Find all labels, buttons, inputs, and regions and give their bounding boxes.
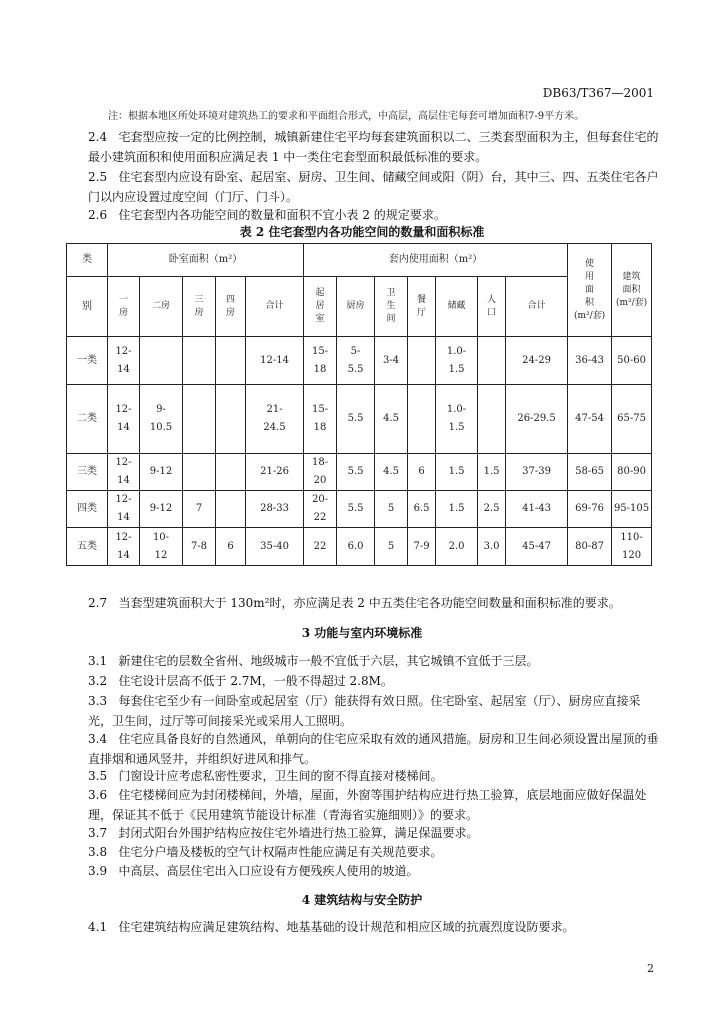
cell: 15- 18 xyxy=(304,337,337,385)
header-usable-area: 使 用 面 积 (m²/套) xyxy=(568,244,612,337)
cell: 1.5 xyxy=(436,491,478,528)
header-bedroom-group: 卧室面积（m²） xyxy=(108,244,304,277)
clause-2-6: 2.6 住宅套型内各功能空间的数量和面积不宜小表 2 的规定要求。 xyxy=(88,208,446,222)
section-4-heading: 4 建筑结构与安全防护 xyxy=(301,893,423,907)
cell xyxy=(408,385,436,454)
cell xyxy=(408,337,436,385)
cell: 12-14 xyxy=(246,337,304,385)
header-col: 餐 厅 xyxy=(408,277,436,337)
cell: 22 xyxy=(304,528,337,566)
cell: 7-9 xyxy=(408,528,436,566)
table-row xyxy=(67,337,652,385)
cell xyxy=(140,337,183,385)
section-3-heading: 3 功能与室内环境标准 xyxy=(301,626,423,640)
cell: 6 xyxy=(408,454,436,491)
cell: 95-105 xyxy=(612,491,652,528)
cell: 9-12 xyxy=(140,491,183,528)
document-code: DB63/T367—2001 xyxy=(542,86,654,100)
header-col: 二房 xyxy=(140,277,183,337)
cell: 四类 xyxy=(67,491,108,528)
cell: 36-43 xyxy=(568,337,612,385)
cell: 4.5 xyxy=(375,385,408,454)
cell: 21- 24.5 xyxy=(246,385,304,454)
cell: 5.5 xyxy=(337,454,375,491)
cell: 二类 xyxy=(67,385,108,454)
cell xyxy=(216,454,246,491)
clause-3-4: 3.4 住宅应具备良好的自然通风，单朝向的住宅应采取有效的通风措施。厨房和卫生间必须设置出屋顶的垂直排烟和通风竖井，并组织好进风和排气。 xyxy=(88,732,659,766)
page-number: 2 xyxy=(647,962,654,975)
cell: 80-87 xyxy=(568,528,612,566)
cell xyxy=(183,454,216,491)
cell: 5 xyxy=(375,491,408,528)
cell xyxy=(216,385,246,454)
cell: 3.0 xyxy=(478,528,506,566)
header-col: 合计 xyxy=(246,277,304,337)
cell: 4.5 xyxy=(375,454,408,491)
cell xyxy=(183,337,216,385)
cell: 65-75 xyxy=(612,385,652,454)
cell: 5.5 xyxy=(337,491,375,528)
cell: 12- 14 xyxy=(108,528,140,566)
cell: 10- 12 xyxy=(140,528,183,566)
cell: 37-39 xyxy=(506,454,568,491)
clause-3-3: 3.3 每套住宅至少有一间卧室或起居室（厅）能获得有效日照。住宅卧室、起居室（厅）、厨房应直接采光，卫生间，过厅等可间接采光或采用人工照明。 xyxy=(88,694,641,728)
cell: 9-12 xyxy=(140,454,183,491)
cell xyxy=(478,385,506,454)
clause-3-5: 3.5 门窗设计应考虑私密性要求，卫生间的窗不得直接对楼梯间。 xyxy=(88,769,443,783)
header-col: 一 房 xyxy=(108,277,140,337)
cell: 6 xyxy=(216,528,246,566)
table-row xyxy=(67,528,652,566)
cell: 6.5 xyxy=(408,491,436,528)
header-col: 合计 xyxy=(506,277,568,337)
cell: 1.0- 1.5 xyxy=(436,385,478,454)
cell: 12- 14 xyxy=(108,454,140,491)
cell: 41-43 xyxy=(506,491,568,528)
cell: 58-65 xyxy=(568,454,612,491)
cell: 28-33 xyxy=(246,491,304,528)
cell: 47-54 xyxy=(568,385,612,454)
header-inner-group: 套内使用面积（m²） xyxy=(304,244,568,277)
cell: 12- 14 xyxy=(108,337,140,385)
clause-3-1: 3.1 新建住宅的层数全省州、地级城市一般不宜低于六层，其它城镇不宜低于三层。 xyxy=(88,654,539,668)
clause-2-4: 2.4 宅套型应按一定的比例控制，城镇新建住宅平均每套建筑面积以二、三类套型面积为主，但每套住宅的最小建筑面积和使用面积应满足表 1 中一类住宅套型面积最低标准的要求。 xyxy=(88,130,659,164)
cell: 50-60 xyxy=(612,337,652,385)
cell: 五类 xyxy=(67,528,108,566)
cell xyxy=(183,385,216,454)
table-header-row-2 xyxy=(67,277,652,337)
clause-3-9: 3.9 中高层、高层住宅出入口应设有方便残疾人使用的坡道。 xyxy=(88,864,419,878)
header-col: 三 房 xyxy=(183,277,216,337)
cell: 12- 14 xyxy=(108,491,140,528)
cell: 1.5 xyxy=(436,454,478,491)
clause-3-8: 3.8 住宅分户墙及楼板的空气计权隔声性能应满足有关规范要求。 xyxy=(88,845,443,859)
cell: 一类 xyxy=(67,337,108,385)
clause-4-1: 4.1 住宅建筑结构应满足建筑结构、地基基础的设计规范和相应区域的抗震烈度设防要求。 xyxy=(88,920,575,934)
cell: 15- 18 xyxy=(304,385,337,454)
clause-3-2: 3.2 住宅设计层高不低于 2.7M，一般不得超过 2.8M。 xyxy=(88,674,393,688)
clause-3-7: 3.7 封闭式阳台外围护结构应按住宅外墙进行热工验算，满足保温要求。 xyxy=(88,826,479,840)
cell xyxy=(216,491,246,528)
table-header-row-1 xyxy=(67,244,652,277)
cell: 2.5 xyxy=(478,491,506,528)
cell: 5.5 xyxy=(337,385,375,454)
header-col: 储藏 xyxy=(436,277,478,337)
table-row xyxy=(67,491,652,528)
table-note: 注：根据本地区所处环境对建筑热工的要求和平面组合形式，中高层，高层住宅每套可增加面积7-9平方米。 xyxy=(108,111,585,122)
table-caption: 表 2 住宅套型内各功能空间的数量和面积标准 xyxy=(239,225,485,239)
header-col: 厨房 xyxy=(337,277,375,337)
cell: 5 xyxy=(375,528,408,566)
cell xyxy=(478,337,506,385)
cell: 12- 14 xyxy=(108,385,140,454)
header-col: 起 居 室 xyxy=(304,277,337,337)
cell: 26-29.5 xyxy=(506,385,568,454)
cell: 三类 xyxy=(67,454,108,491)
cell: 80-90 xyxy=(612,454,652,491)
cell: 2.0 xyxy=(436,528,478,566)
cell: 1.0- 1.5 xyxy=(436,337,478,385)
cell: 7-8 xyxy=(183,528,216,566)
cell: 5- 5.5 xyxy=(337,337,375,385)
cell: 9- 10.5 xyxy=(140,385,183,454)
header-building-area: 建筑 面积 (m²/套) xyxy=(612,244,652,337)
table-row xyxy=(67,385,652,454)
cell: 1.5 xyxy=(478,454,506,491)
area-standard-table xyxy=(66,243,652,566)
cell: 110-120 xyxy=(612,528,652,566)
cell: 21-26 xyxy=(246,454,304,491)
cell: 45-47 xyxy=(506,528,568,566)
cell xyxy=(216,337,246,385)
cell: 6.0 xyxy=(337,528,375,566)
clause-2-7: 2.7 当套型建筑面积大于 130m²时，亦应满足表 2 中五类住宅各功能空间数量和面积标准的要求。 xyxy=(88,596,621,610)
clause-3-6: 3.6 住宅楼梯间应为封闭楼梯间，外墙，屋面，外窗等围护结构应进行热工验算，底层地面应做好保温处理，保证其不低于《民用建筑节能设计标准（青海省实施细则）》的要求。 xyxy=(88,788,647,822)
cell: 3-4 xyxy=(375,337,408,385)
header-class-top: 类 xyxy=(67,244,108,277)
header-col: 四 房 xyxy=(216,277,246,337)
cell: 24-29 xyxy=(506,337,568,385)
header-col: 人 口 xyxy=(478,277,506,337)
cell: 7 xyxy=(183,491,216,528)
header-class-bottom: 别 xyxy=(67,277,108,337)
clause-2-5: 2.5 住宅套型内应设有卧室、起居室、厨房、卫生间、储藏空间或阳（阴）台，其中三、四、五类住宅各户门以内应设置过度空间（门厅、门斗）。 xyxy=(88,170,659,204)
cell: 69-76 xyxy=(568,491,612,528)
header-col: 卫 生 间 xyxy=(375,277,408,337)
cell: 18- 20 xyxy=(304,454,337,491)
table-row xyxy=(67,454,652,491)
cell: 35-40 xyxy=(246,528,304,566)
cell: 20- 22 xyxy=(304,491,337,528)
